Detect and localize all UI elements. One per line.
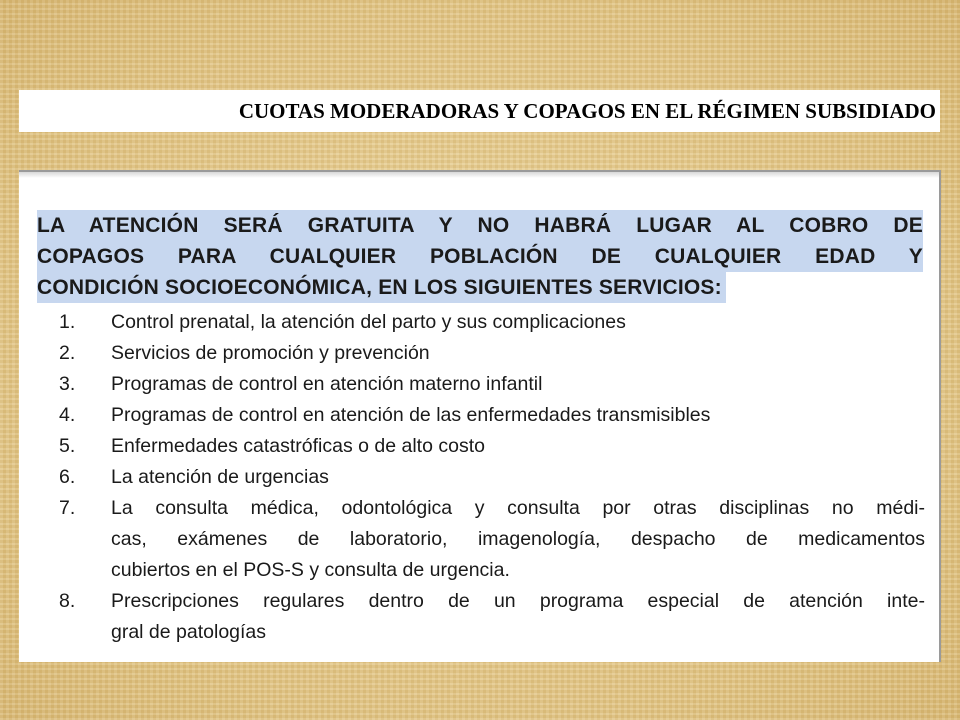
slide-title-bar	[19, 90, 940, 132]
item-text-line: cubiertos en el POS-S y consulta de urgencia.	[111, 559, 510, 581]
item-text-line: La consulta médica, odontológica y consulta por otras disciplinas no médi-	[111, 497, 925, 519]
list-item	[59, 586, 925, 648]
item-text: Enfermedades catastróficas o de alto costo	[111, 435, 485, 457]
list-item	[59, 431, 925, 462]
list-item	[59, 307, 925, 338]
list-item	[59, 400, 925, 431]
heading-line-1: LA ATENCIÓN SERÁ GRATUITA Y NO HABRÁ LUGAR AL COBRO DE	[37, 210, 923, 241]
document-top-edge	[19, 172, 939, 178]
list-item	[59, 493, 925, 586]
item-number: 6.	[59, 466, 76, 488]
heading-line-3: CONDICIÓN SOCIOECONÓMICA, EN LOS SIGUIENTES SERVICIOS:	[37, 272, 726, 303]
list-item	[59, 462, 925, 493]
item-number: 8.	[59, 590, 76, 612]
item-text: Servicios de promoción y prevención	[111, 342, 430, 364]
heading-line-2: COPAGOS PARA CUALQUIER POBLACIÓN DE CUALQUIER EDAD Y	[37, 241, 923, 272]
item-text: Programas de control en atención de las enfermedades transmisibles	[111, 404, 711, 426]
item-text: La atención de urgencias	[111, 466, 329, 488]
item-number: 7.	[59, 497, 76, 519]
highlighted-heading	[37, 210, 923, 303]
item-text: Programas de control en atención materno infantil	[111, 373, 543, 395]
list-item	[59, 338, 925, 369]
item-number: 1.	[59, 311, 76, 333]
item-number: 2.	[59, 342, 76, 364]
item-number: 3.	[59, 373, 76, 395]
item-text-line: cas, exámenes de laboratorio, imagenología, despacho de medicamentos	[111, 528, 925, 550]
item-text: Control prenatal, la atención del parto y sus complicaciones	[111, 311, 626, 333]
item-text-line: gral de patologías	[111, 621, 267, 643]
document-excerpt	[19, 170, 941, 662]
services-list	[59, 307, 925, 648]
list-item	[59, 369, 925, 400]
slide-title: CUOTAS MODERADORAS Y COPAGOS EN EL RÉGIMEN SUBSIDIADO	[238, 98, 936, 123]
item-number: 4.	[59, 404, 76, 426]
item-text-line: Prescripciones regulares dentro de un programa especial de atención inte-	[111, 590, 925, 612]
item-number: 5.	[59, 435, 76, 457]
